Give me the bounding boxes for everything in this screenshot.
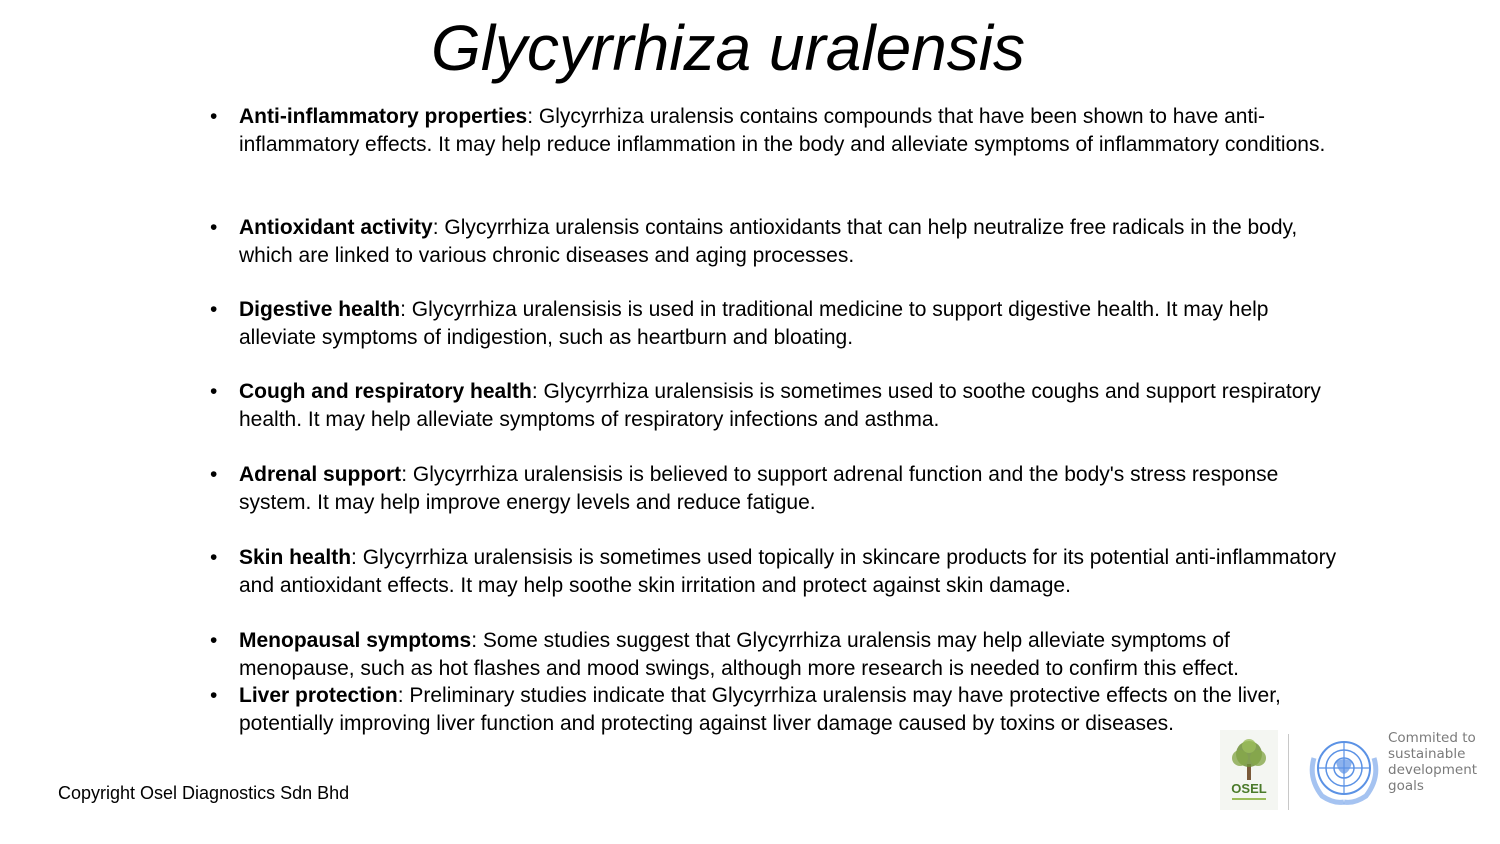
footer-logos	[1218, 728, 1488, 814]
logo-divider	[1288, 734, 1289, 810]
bullet-anti-inflammatory	[210, 103, 1340, 158]
slide-title: Glycyrrhiza uralensis	[431, 12, 1025, 84]
bullet-menopausal	[210, 627, 1340, 682]
bullet-term: Skin health	[239, 546, 352, 569]
bullet-text: : Glycyrrhiza uralensis contains antioxidants that can help neutralize free radicals in the body, which are linked to various chronic diseases and aging processes.	[239, 216, 1298, 267]
sdg-line: sustainable	[1388, 746, 1466, 762]
bullet-skin	[210, 544, 1340, 599]
bullet-text: : Preliminary studies indicate that Glycyrrhiza uralensis may have protective effects on the liver, potentially improving liver function and protecting against liver damage caused by toxins or diseases.	[239, 684, 1281, 735]
bullet-term: Cough and respiratory health	[239, 380, 532, 403]
un-emblem	[1304, 728, 1384, 813]
copyright-text: Copyright Osel Diagnostics Sdn Bhd	[58, 783, 350, 803]
bullet-dot: •	[210, 629, 218, 652]
bullet-term: Adrenal support	[239, 463, 402, 486]
bullet-dot: •	[210, 105, 218, 128]
bullet-dot: •	[210, 684, 218, 707]
bullet-text: : Some studies suggest that Glycyrrhiza uralensis may help alleviate symptoms of menopause, such as hot flashes and mood swings, although more research is needed to confirm this effect.	[239, 629, 1240, 680]
osel-logo-text: OSEL	[1231, 781, 1267, 796]
bullet-term: Digestive health	[239, 298, 401, 321]
bullet-adrenal	[210, 461, 1340, 516]
sdg-commitment-text	[1388, 730, 1477, 794]
bullet-antioxidant	[210, 214, 1340, 269]
bullet-dot: •	[210, 380, 218, 403]
bullet-dot: •	[210, 546, 218, 569]
bullet-dot: •	[210, 216, 218, 239]
bullet-text: : Glycyrrhiza uralensisis is used in traditional medicine to support digestive health. It may help alleviate symptoms of indigestion, such as heartburn and bloating.	[239, 298, 1269, 349]
osel-tree-icon	[1220, 730, 1278, 810]
sdg-line: development	[1388, 762, 1478, 778]
bullet-respiratory	[210, 378, 1340, 433]
sdg-line: Commited to	[1388, 730, 1476, 746]
bullet-text: : Glycyrrhiza uralensisis is sometimes used to soothe coughs and support respiratory health. It may help alleviate symptoms of respiratory infections and asthma.	[239, 380, 1321, 431]
bullet-dot: •	[210, 463, 218, 486]
un-globe-icon	[1304, 728, 1384, 808]
bullet-dot: •	[210, 298, 218, 321]
sdg-line: goals	[1388, 778, 1424, 794]
bullet-text: : Glycyrrhiza uralensisis is believed to support adrenal function and the body's stress response system. It may help improve energy levels and reduce fatigue.	[239, 463, 1279, 514]
bullet-term: Anti-inflammatory properties	[239, 105, 528, 128]
bullet-term: Liver protection	[239, 684, 398, 707]
osel-logo	[1220, 730, 1278, 810]
bullet-text: : Glycyrrhiza uralensis contains compounds that have been shown to have anti-inflammatory effects. It may help reduce inflammation in the body and alleviate symptoms of inflammatory conditions.	[239, 105, 1326, 156]
bullet-liver	[210, 682, 1340, 737]
bullet-text: : Glycyrrhiza uralensisis is sometimes used topically in skincare products for its potential anti-inflammatory and antioxidant effects. It may help soothe skin irritation and protect against skin damage.	[239, 546, 1337, 597]
bullet-term: Menopausal symptoms	[239, 629, 472, 652]
bullet-term: Antioxidant activity	[239, 216, 433, 239]
bullet-digestive	[210, 296, 1340, 351]
